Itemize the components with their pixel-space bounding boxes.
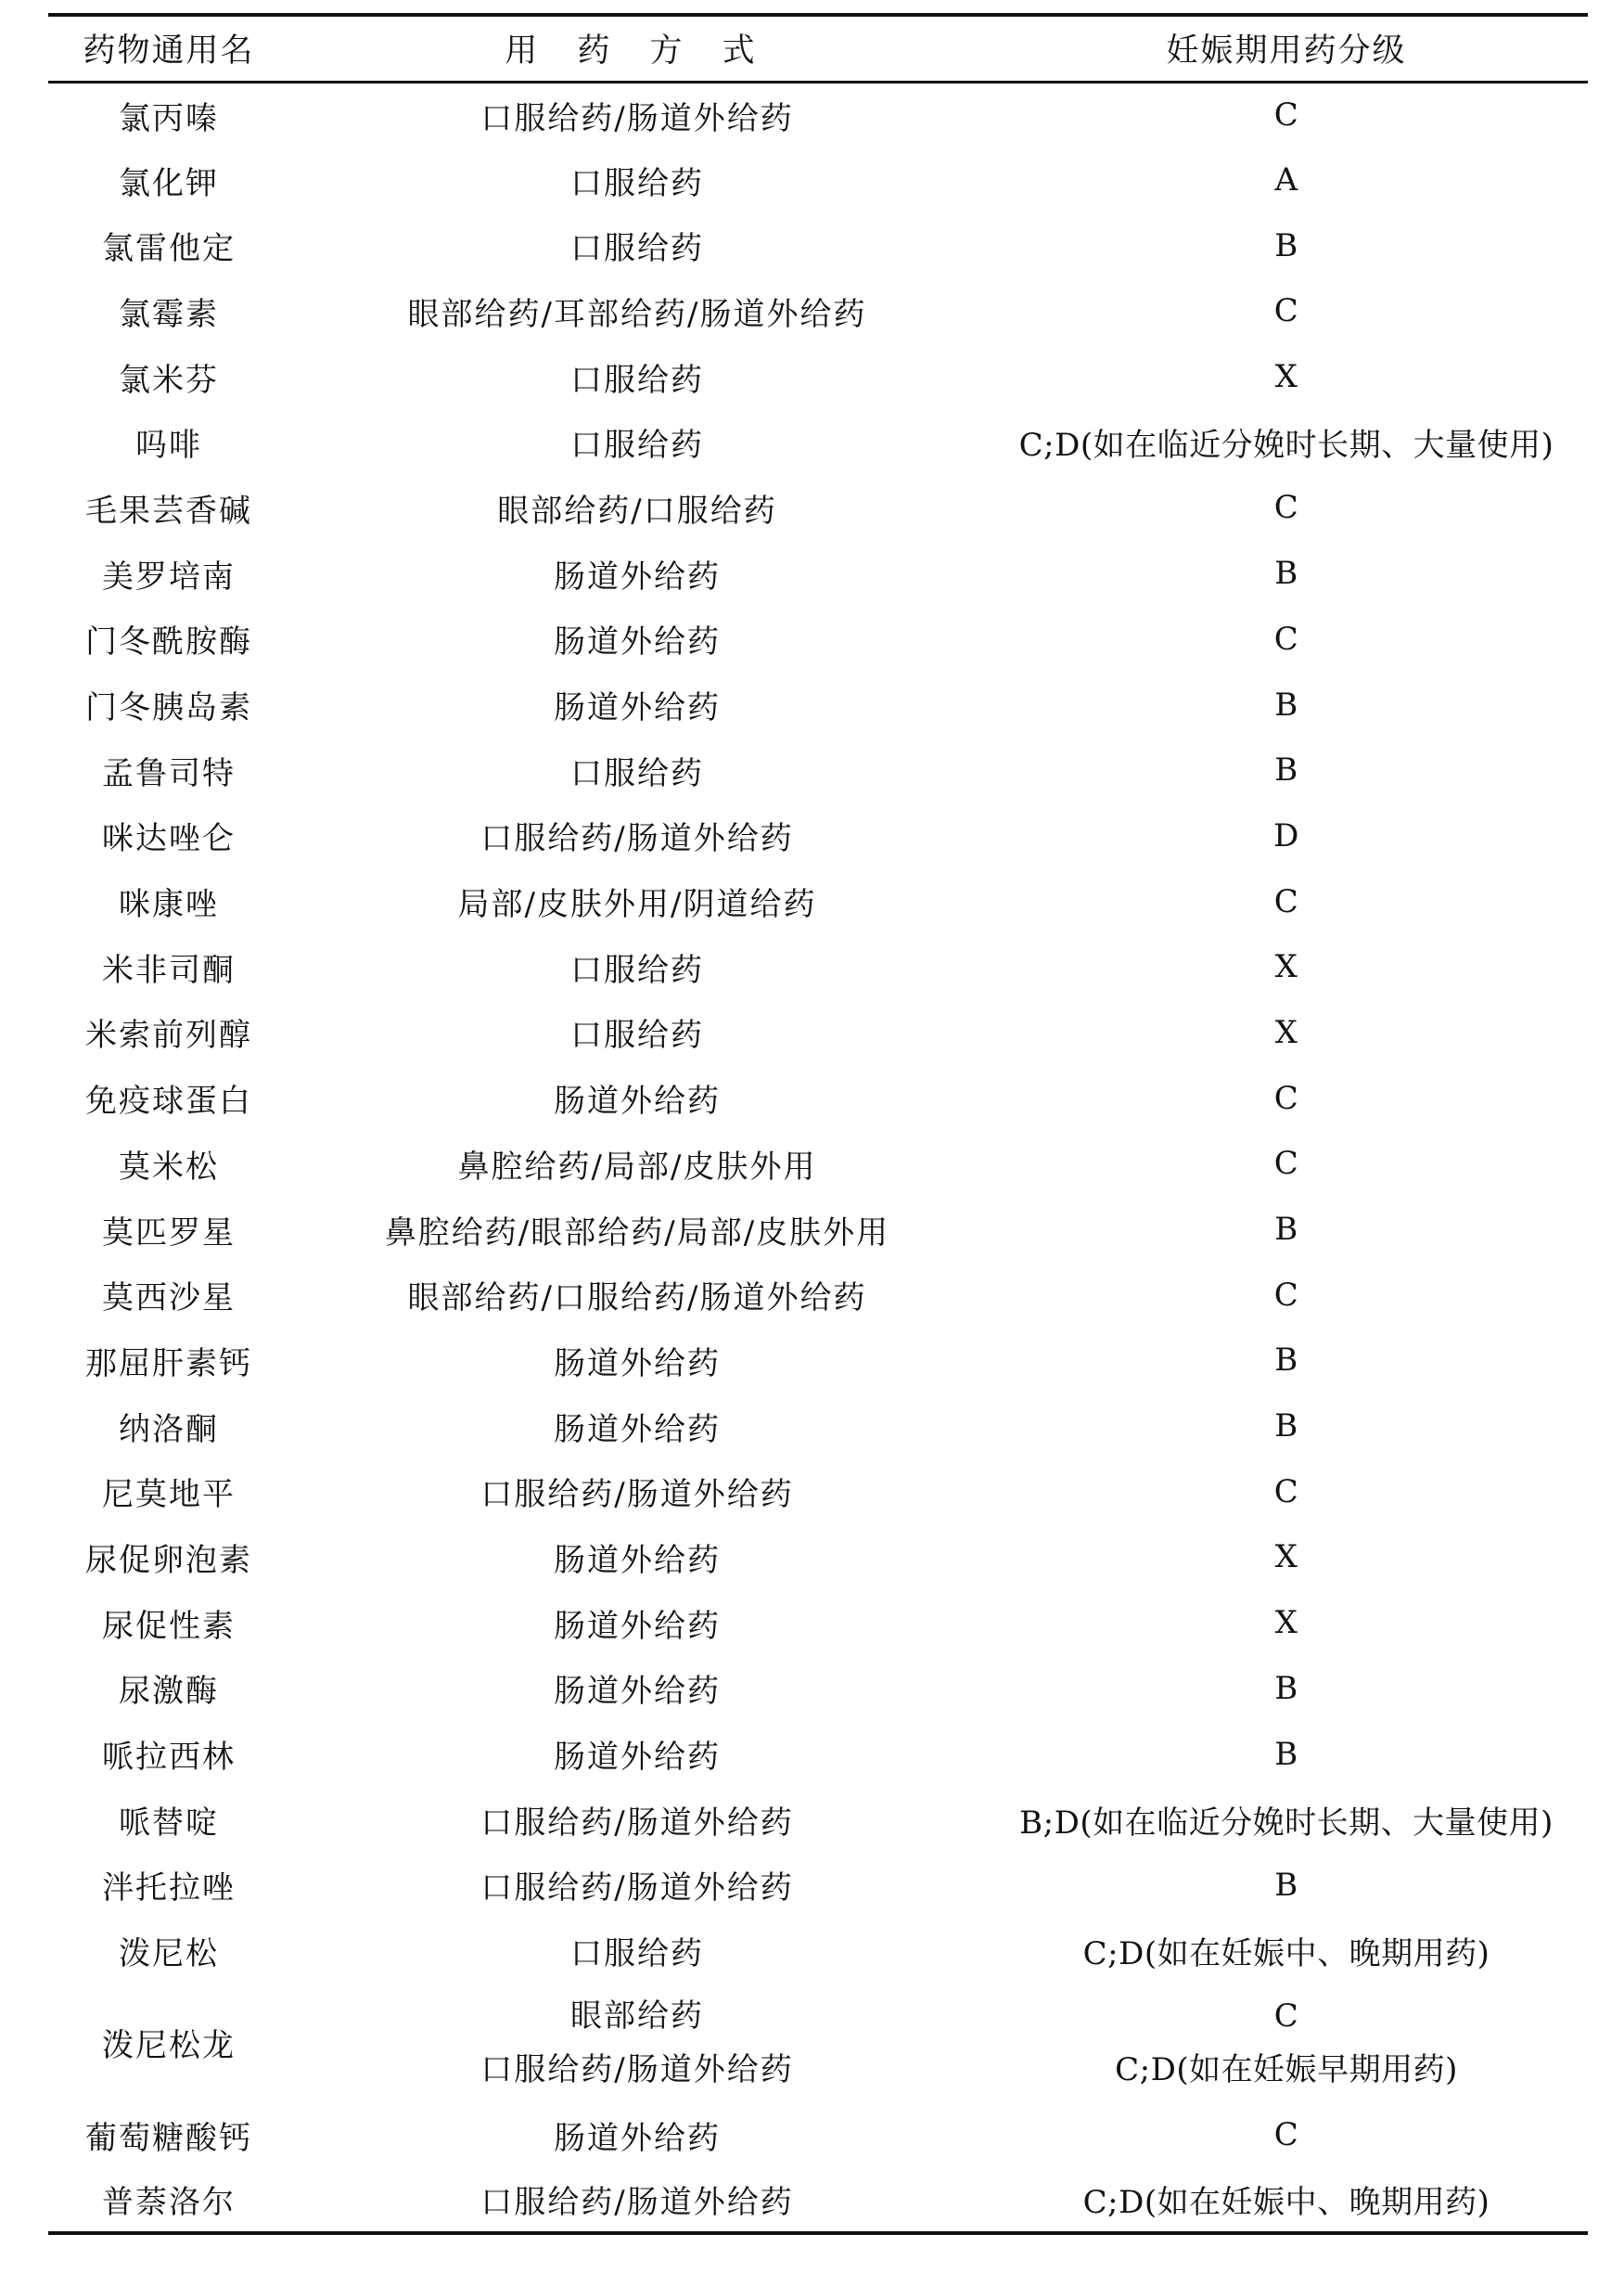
table-row [48, 148, 1588, 213]
route-cell: 口服给药/肠道外给药 [289, 2168, 985, 2234]
drug-name-cell: 尿促性素 [102, 1607, 236, 1645]
drug-name-cell: 泼尼松龙 [102, 2027, 236, 2065]
grade-cell: B;D(如在临近分娩时长期、大量使用) [1019, 1804, 1554, 1842]
route-cell: 口服给药/肠道外给药 [480, 1869, 794, 1907]
drug-name-cell: 免疫球蛋白 [85, 1083, 252, 1121]
table-row [48, 1197, 1588, 1263]
route-cell: 肠道外给药 [554, 1739, 721, 1777]
route-cell: 眼部给药/口服给药/肠道外给药 [407, 1279, 867, 1317]
grade-cell: B [1274, 1211, 1298, 1249]
route-cell: 肠道外给药 [554, 1410, 721, 1448]
table-row [48, 1131, 1588, 1197]
table-row [48, 1721, 1588, 1787]
grade-cell: B [1274, 226, 1298, 264]
table-row [48, 738, 1588, 803]
drug-name-cell: 那屈肝素钙 [85, 1344, 252, 1382]
grade-cell: C [1273, 96, 1299, 135]
drug-name-cell: 泮托拉唑 [102, 1869, 236, 1907]
drug-name-cell: 尿促卵泡素 [85, 1541, 252, 1579]
drug-name-cell: 氯米芬 [119, 361, 219, 399]
drug-name-cell: 尼莫地平 [102, 1476, 236, 1514]
grade-cell: B [1274, 751, 1298, 790]
header-route: 用 药 方 式 [289, 15, 985, 82]
table-row [48, 2102, 1588, 2168]
table-row [48, 1918, 1588, 1984]
drug-name-cell: 咪达唑仑 [102, 820, 236, 858]
route-cell: 口服给药/肠道外给药 [480, 820, 794, 858]
drug-name-cell: 门冬酰胺酶 [85, 623, 252, 661]
route-cell: 口服给药 [570, 361, 704, 399]
drug-name-cell: 莫匹罗星 [102, 1214, 236, 1252]
table-row [48, 868, 1588, 934]
grade-cell: D [1273, 816, 1299, 854]
route-cell: 口服给药 [570, 427, 704, 465]
route-cell: 肠道外给药 [554, 1083, 721, 1121]
route-cell: 肠道外给药 [554, 1344, 721, 1382]
grade-cell [985, 1984, 1588, 2102]
drug-name-cell: 吗啡 [135, 427, 202, 465]
table-row [48, 1787, 1588, 1853]
grade-cell: C;D(如在妊娠中、晚期用药) [1082, 1935, 1490, 1973]
table-row [48, 1656, 1588, 1722]
route-cell: 口服给药/肠道外给药 [480, 99, 794, 137]
grade-cell: X [1274, 1538, 1298, 1576]
table-row [48, 2168, 1588, 2234]
route-cell: 肠道外给药 [554, 689, 721, 727]
grade-cell: X [1274, 358, 1298, 396]
grade-cell: B [1274, 1407, 1298, 1445]
grade-cell: B [1274, 686, 1298, 724]
table-row [48, 475, 1588, 541]
grade-cell: X [1274, 948, 1298, 986]
route-cell [289, 1984, 985, 2102]
drug-name-cell: 纳洛酮 [119, 1410, 219, 1448]
drug-name-cell: 门冬胰岛素 [85, 689, 252, 727]
route-line: 眼部给药 [570, 1997, 704, 2035]
grade-cell: A [1274, 161, 1298, 199]
drug-name-cell: 泼尼松 [119, 1935, 219, 1973]
table-row [48, 803, 1588, 869]
route-cell: 口服给药/肠道外给药 [480, 1476, 794, 1514]
table-row [48, 934, 1588, 1000]
drug-name-cell: 氯雷他定 [102, 230, 236, 268]
grade-line: C;D(如在妊娠早期用药) [1115, 2050, 1458, 2088]
drug-name-cell: 美罗培南 [102, 558, 236, 596]
route-cell: 口服给药 [570, 1017, 704, 1055]
grade-cell: B [1274, 1342, 1298, 1380]
table-row [48, 1524, 1588, 1590]
table-row [48, 1000, 1588, 1066]
grade-cell: C [1273, 1145, 1299, 1183]
drug-name-cell: 尿激酶 [119, 1673, 219, 1711]
grade-cell: C [1273, 882, 1299, 920]
drug-name-cell: 米非司酮 [102, 951, 236, 989]
grade-cell: C [1273, 1472, 1299, 1510]
drug-name-cell: 米索前列醇 [85, 1017, 252, 1055]
table-row [48, 1458, 1588, 1524]
table-row [48, 344, 1588, 410]
route-cell: 肠道外给药 [554, 558, 721, 596]
route-cell: 肠道外给药 [554, 623, 721, 661]
route-cell: 肠道外给药 [554, 1541, 721, 1579]
drug-name-cell: 莫西沙星 [102, 1279, 236, 1317]
drug-name-cell: 普萘洛尔 [48, 2168, 289, 2234]
table-header-row [48, 15, 1588, 82]
table-row [48, 212, 1588, 278]
grade-cell: C [1273, 489, 1299, 527]
grade-cell: C [1273, 1276, 1299, 1314]
table-row [48, 1393, 1588, 1459]
drug-name-cell: 哌替啶 [119, 1804, 219, 1842]
route-cell: 口服给药 [570, 164, 704, 202]
grade-cell: B [1274, 1866, 1298, 1904]
route-cell: 鼻腔给药/局部/皮肤外用 [457, 1148, 817, 1186]
grade-cell: B [1274, 555, 1298, 593]
drug-name-cell: 咪康唑 [119, 886, 219, 924]
drug-name-cell: 氯化钾 [119, 164, 219, 202]
grade-cell: C;D(如在妊娠中、晚期用药) [985, 2168, 1588, 2234]
route-cell: 肠道外给药 [554, 1673, 721, 1711]
drug-name-cell: 孟鲁司特 [102, 754, 236, 792]
grade-line: C [1273, 1997, 1299, 2035]
table-row [48, 1065, 1588, 1131]
table-row [48, 541, 1588, 607]
route-cell: 肠道外给药 [554, 2119, 721, 2157]
grade-cell: C;D(如在临近分娩时长期、大量使用) [1018, 427, 1554, 465]
grade-cell: C [1273, 292, 1299, 330]
drug-name-cell: 氯丙嗪 [119, 99, 219, 137]
grade-cell: B [1274, 1669, 1298, 1707]
table-row [48, 1590, 1588, 1656]
drug-name-cell: 莫米松 [119, 1148, 219, 1186]
header-pregnancy-grade: 妊娠期用药分级 [985, 15, 1588, 82]
drug-name-cell: 葡萄糖酸钙 [85, 2119, 252, 2157]
route-cell: 口服给药/肠道外给药 [480, 1804, 794, 1842]
drug-name-cell: 氯霉素 [119, 295, 219, 333]
table-row [48, 409, 1588, 475]
route-cell: 口服给药 [570, 754, 704, 792]
route-cell: 局部/皮肤外用/阴道给药 [457, 886, 817, 924]
grade-cell: C [1273, 1079, 1299, 1117]
route-cell: 鼻腔给药/眼部给药/局部/皮肤外用 [384, 1214, 890, 1252]
route-cell: 肠道外给药 [554, 1607, 721, 1645]
table-row [48, 1328, 1588, 1393]
table-row [48, 607, 1588, 673]
route-cell: 眼部给药/口服给药 [497, 492, 777, 530]
route-cell: 眼部给药/耳部给药/肠道外给药 [407, 295, 867, 333]
grade-cell: C [1273, 620, 1299, 658]
route-cell: 口服给药 [570, 230, 704, 268]
header-drug-name: 药物通用名 [48, 15, 289, 82]
route-cell: 口服给药 [570, 1935, 704, 1973]
drug-name-cell: 哌拉西林 [102, 1739, 236, 1777]
table-row [48, 1262, 1588, 1328]
grade-cell: C [1273, 2116, 1299, 2154]
grade-cell: X [1274, 1604, 1298, 1642]
table-row [48, 82, 1588, 148]
table-body [48, 82, 1588, 2233]
grade-cell: X [1274, 1013, 1298, 1051]
route-line: 口服给药/肠道外给药 [480, 2050, 794, 2088]
table-row-double [48, 1984, 1588, 2102]
drug-name-cell: 毛果芸香碱 [85, 492, 252, 530]
table-row [48, 278, 1588, 344]
table-row [48, 1853, 1588, 1919]
grade-cell: B [1274, 1735, 1298, 1773]
pregnancy-drug-grade-table [48, 13, 1588, 2235]
route-cell: 口服给药 [570, 951, 704, 989]
table-row [48, 672, 1588, 738]
